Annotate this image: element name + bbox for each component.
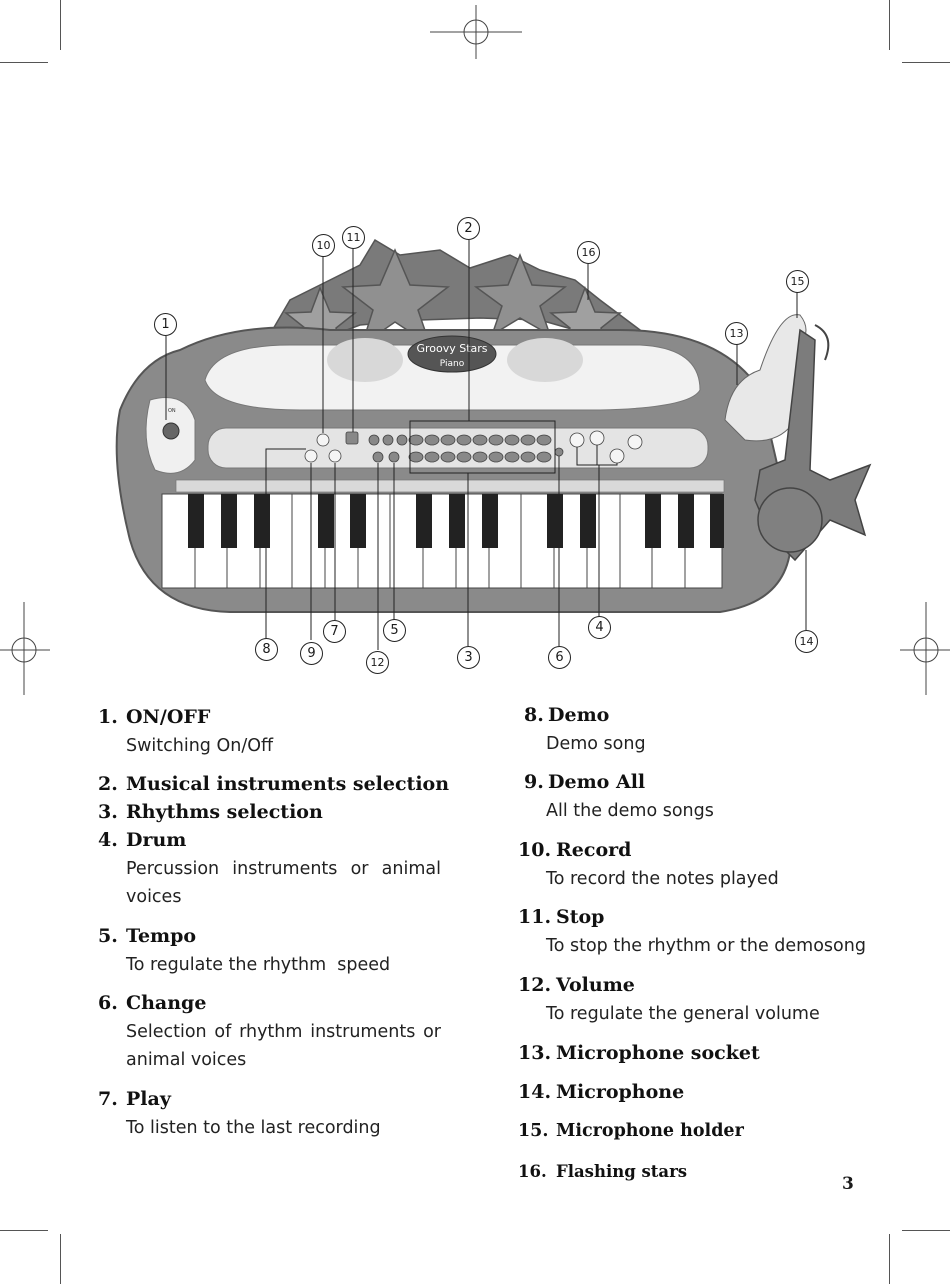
legend-item-stop: 11. Stop To stop the rhythm or the demosong — [518, 906, 866, 956]
legend-item-instruments: 2. Musical instruments selection — [98, 773, 450, 795]
speaker-right — [507, 338, 583, 382]
registration-target-top — [430, 5, 522, 59]
callout-6: 6 — [548, 646, 571, 669]
callout-3: 3 — [457, 646, 480, 669]
callout-1: 1 — [154, 313, 177, 336]
on-label: ON — [168, 408, 176, 414]
legend-item-microphone: 14. Microphone — [518, 1081, 685, 1103]
callout-16: 16 — [577, 241, 600, 264]
legend-item-mic-holder: 15. Microphone holder — [518, 1121, 744, 1141]
legend-item-rhythms: 3. Rhythms selection — [98, 801, 323, 823]
piano-keys — [162, 494, 724, 588]
callout-12: 12 — [366, 651, 389, 674]
callout-9: 9 — [300, 642, 323, 665]
legend-item-on-off: 1. ON/OFF Switching On/Off — [98, 706, 274, 756]
legend-item-tempo: 5. Tempo To regulate the rhythm speed — [98, 925, 391, 975]
callout-4: 4 — [588, 616, 611, 639]
microphone-cord — [815, 325, 828, 360]
legend-item-change: 6. Change Selection of rhythm instruments or animal voices — [98, 992, 441, 1070]
callout-10: 10 — [312, 234, 335, 257]
legend-item-play: 7. Play To listen to the last recording — [98, 1088, 381, 1138]
legend-item-demo-all: 9. Demo All All the demo songs — [524, 771, 714, 821]
legend-item-flashing-stars: 16. Flashing stars — [518, 1162, 688, 1181]
legend-item-mic-socket: 13. Microphone socket — [518, 1042, 760, 1064]
callout-11: 11 — [342, 226, 365, 249]
page-number: 3 — [842, 1174, 854, 1194]
speaker-left — [327, 338, 403, 382]
registration-target-right — [900, 602, 950, 695]
legend-item-drum: 4. Drum Percussion instruments or animal voices — [98, 829, 441, 907]
callout-15: 15 — [786, 270, 809, 293]
callout-5: 5 — [383, 619, 406, 642]
callout-13: 13 — [725, 322, 748, 345]
callout-7: 7 — [323, 620, 346, 643]
callout-8: 8 — [255, 638, 278, 661]
logo-line-1: Groovy Stars — [416, 342, 488, 355]
logo-line-2: Piano — [439, 359, 465, 369]
microphone-head — [758, 488, 822, 552]
callout-2: 2 — [457, 217, 480, 240]
legend-item-volume: 12. Volume To regulate the general volume — [518, 974, 820, 1024]
legend-item-demo: 8. Demo Demo song — [524, 704, 646, 754]
note-label-strip — [176, 480, 724, 492]
legend-item-record: 10. Record To record the notes played — [518, 839, 779, 889]
callout-14: 14 — [795, 630, 818, 653]
registration-target-left — [0, 602, 50, 695]
power-button — [163, 423, 179, 439]
